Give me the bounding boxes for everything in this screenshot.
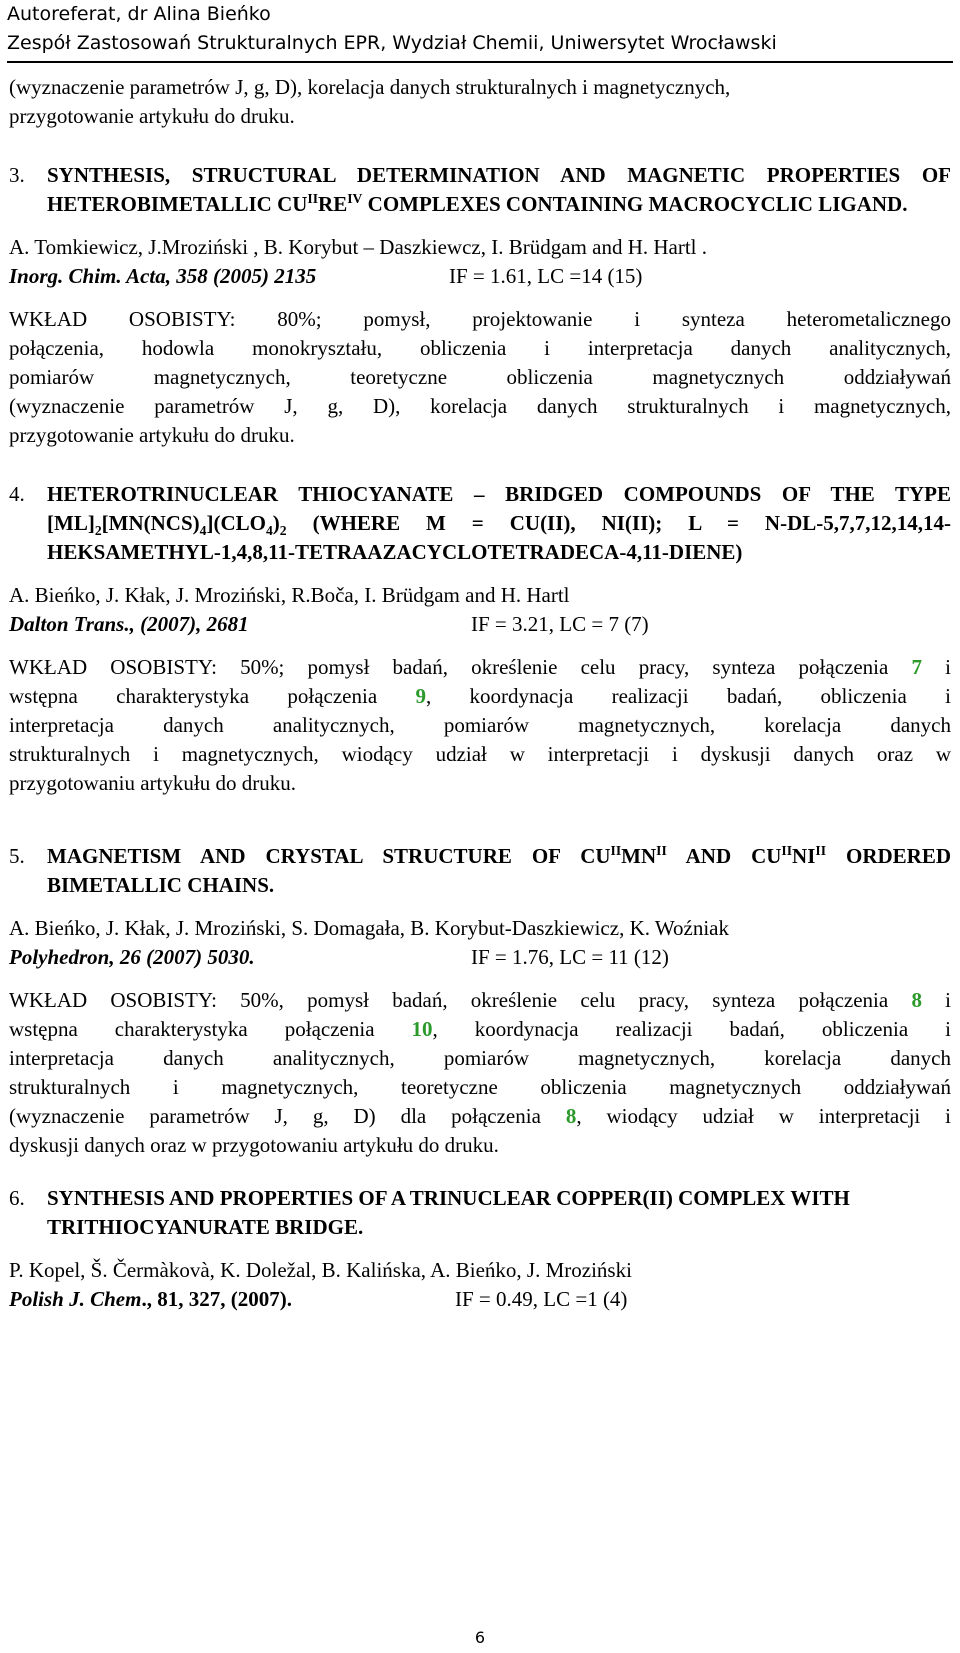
impact-metrics: IF = 1.61, LC =14 (15) [449, 264, 643, 288]
text-line: przygotowanie artykułu do druku. [9, 104, 295, 128]
impact-metrics: IF = 1.76, LC = 11 (12) [471, 945, 669, 969]
section-title-text: HETEROTRINUCLEAR THIOCYANATE – BRIDGED COMPOUNDS OF THE TYPE $[ML]_2[MN(NCS)_4](CLO_4)_2$ (WHERE M = CU(II), NI(II); L = N-DL-5,7,7,12,14,14-HEKSAMETHYL-1,4,8,11-TETRAAZACYCLOTETRADECA-4,11-DIENE) [47, 482, 951, 564]
journal-reference: Polyhedron, 26 (2007) 5030. [9, 945, 255, 969]
compound-number: 7 [911, 655, 922, 679]
intro-paragraph [9, 73, 951, 131]
section-3-contribution: WKŁAD OSOBISTY: 80%; pomysł, projektowanie i synteza heterometalicznego połączenia, hodowla monokryształu, obliczenia i interpretacja danych analitycznych, pomiarów magnetycznych, teoretyczne obliczenia magnetycznych oddziaływań (wyznaczenie parametrów J, g, D), korelacja danych strukturalnych i magnetycznych, przygotowanie artykułu do druku. [9, 307, 951, 447]
section-6-authors: P. Kopel, Š. Čermàkovà, K. Doležal, B. Kalińska, A. Bieńko, J. Mroziński [9, 1258, 632, 1282]
section-number: 3. [9, 163, 25, 187]
section-3-authors: A. Tomkiewicz, J.Mroziński , B. Korybut – Daszkiewcz, I. Brüdgam and H. Hartl . [9, 235, 708, 259]
journal-reference: Dalton Trans., (2007), 2681 [9, 612, 249, 636]
compound-number: 8 [911, 988, 922, 1012]
section-title-text: SYNTHESIS AND PROPERTIES OF A TRINUCLEAR COPPER(II) COMPLEX WITH TRITHIOCYANURATE BRIDGE. [47, 1186, 850, 1239]
section-5-title [9, 842, 951, 900]
impact-metrics: IF = 0.49, LC =1 (4) [455, 1287, 628, 1311]
section-6-citation [9, 1285, 951, 1314]
section-number: 6. [9, 1186, 25, 1210]
section-title-text: SYNTHESIS, STRUCTURAL DETERMINATION AND MAGNETIC PROPERTIES OF HETEROBIMETALLIC $CU^{II}RE^{IV}$ COMPLEXES CONTAINING MACROCYCLIC LIGAND. [47, 163, 951, 216]
section-5-citation [9, 943, 951, 972]
impact-metrics: IF = 3.21, LC = 7 (7) [471, 612, 649, 636]
compound-number: 8 [565, 1104, 577, 1128]
header-author: Autoreferat, dr Alina Bieńko [7, 3, 271, 25]
section-4-title [9, 480, 951, 567]
section-number: 4. [9, 482, 25, 506]
section-5-contribution: WKŁAD OSOBISTY: 50%, pomysł badań, określenie celu pracy, synteza połączenia 8 i wstępna charakterystyka połączenia 10, koordynacja realizacji badań, obliczenia i interpretacja danych analitycznych, pomiarów magnetycznych, korelacja danych strukturalnych i magnetycznych, teoretyczne obliczenia magnetycznych oddziaływań (wyznaczenie parametrów J, g, D) dla połączenia 8, wiodący udział w interpretacji i dyskusji danych oraz w przygotowaniu artykułu do druku. [9, 988, 951, 1157]
page-header [7, 0, 777, 58]
section-4-authors: A. Bieńko, J. Kłak, J. Mroziński, R.Boča, I. Brüdgam and H. Hartl [9, 583, 570, 607]
document-body [9, 73, 951, 1314]
text-line: (wyznaczenie parametrów J, g, D), korelacja danych strukturalnych i magnetycznych, [9, 75, 731, 99]
journal-reference: Polish J. Chem., 81, 327, (2007). [9, 1287, 292, 1311]
compound-number: 9 [415, 684, 426, 708]
section-6-title [9, 1184, 951, 1242]
section-title-text: MAGNETISM AND CRYSTAL STRUCTURE OF $CU^{II}MN^{II}$ AND $CU^{II}NI^{II}$ ORDERED BIMETALLIC CHAINS. [47, 843, 952, 897]
section-number: 5. [9, 844, 25, 868]
section-4-contribution: WKŁAD OSOBISTY: 50%; pomysł badań, określenie celu pracy, synteza połączenia 7 i wstępna charakterystyka połączenia 9, koordynacja realizacji badań, obliczenia i interpretacja danych analitycznych, pomiarów magnetycznych, korelacja danych strukturalnych i magnetycznych, wiodący udział w interpretacji i dyskusji danych oraz w przygotowaniu artykułu do druku. [9, 655, 951, 795]
page-number: 6 [474, 1628, 486, 1647]
section-5-authors: A. Bieńko, J. Kłak, J. Mroziński, S. Domagała, B. Korybut-Daszkiewicz, K. Woźniak [9, 916, 729, 940]
compound-number: 10 [411, 1017, 433, 1041]
section-4-citation [9, 610, 951, 639]
section-3-citation [9, 262, 951, 291]
journal-reference: Inorg. Chim. Acta, 358 (2005) 2135 [9, 264, 317, 288]
section-3-title [9, 161, 951, 219]
header-divider [7, 61, 953, 63]
header-affiliation: Zespół Zastosowań Strukturalnych EPR, Wydział Chemii, Uniwersytet Wrocławski [7, 32, 777, 54]
